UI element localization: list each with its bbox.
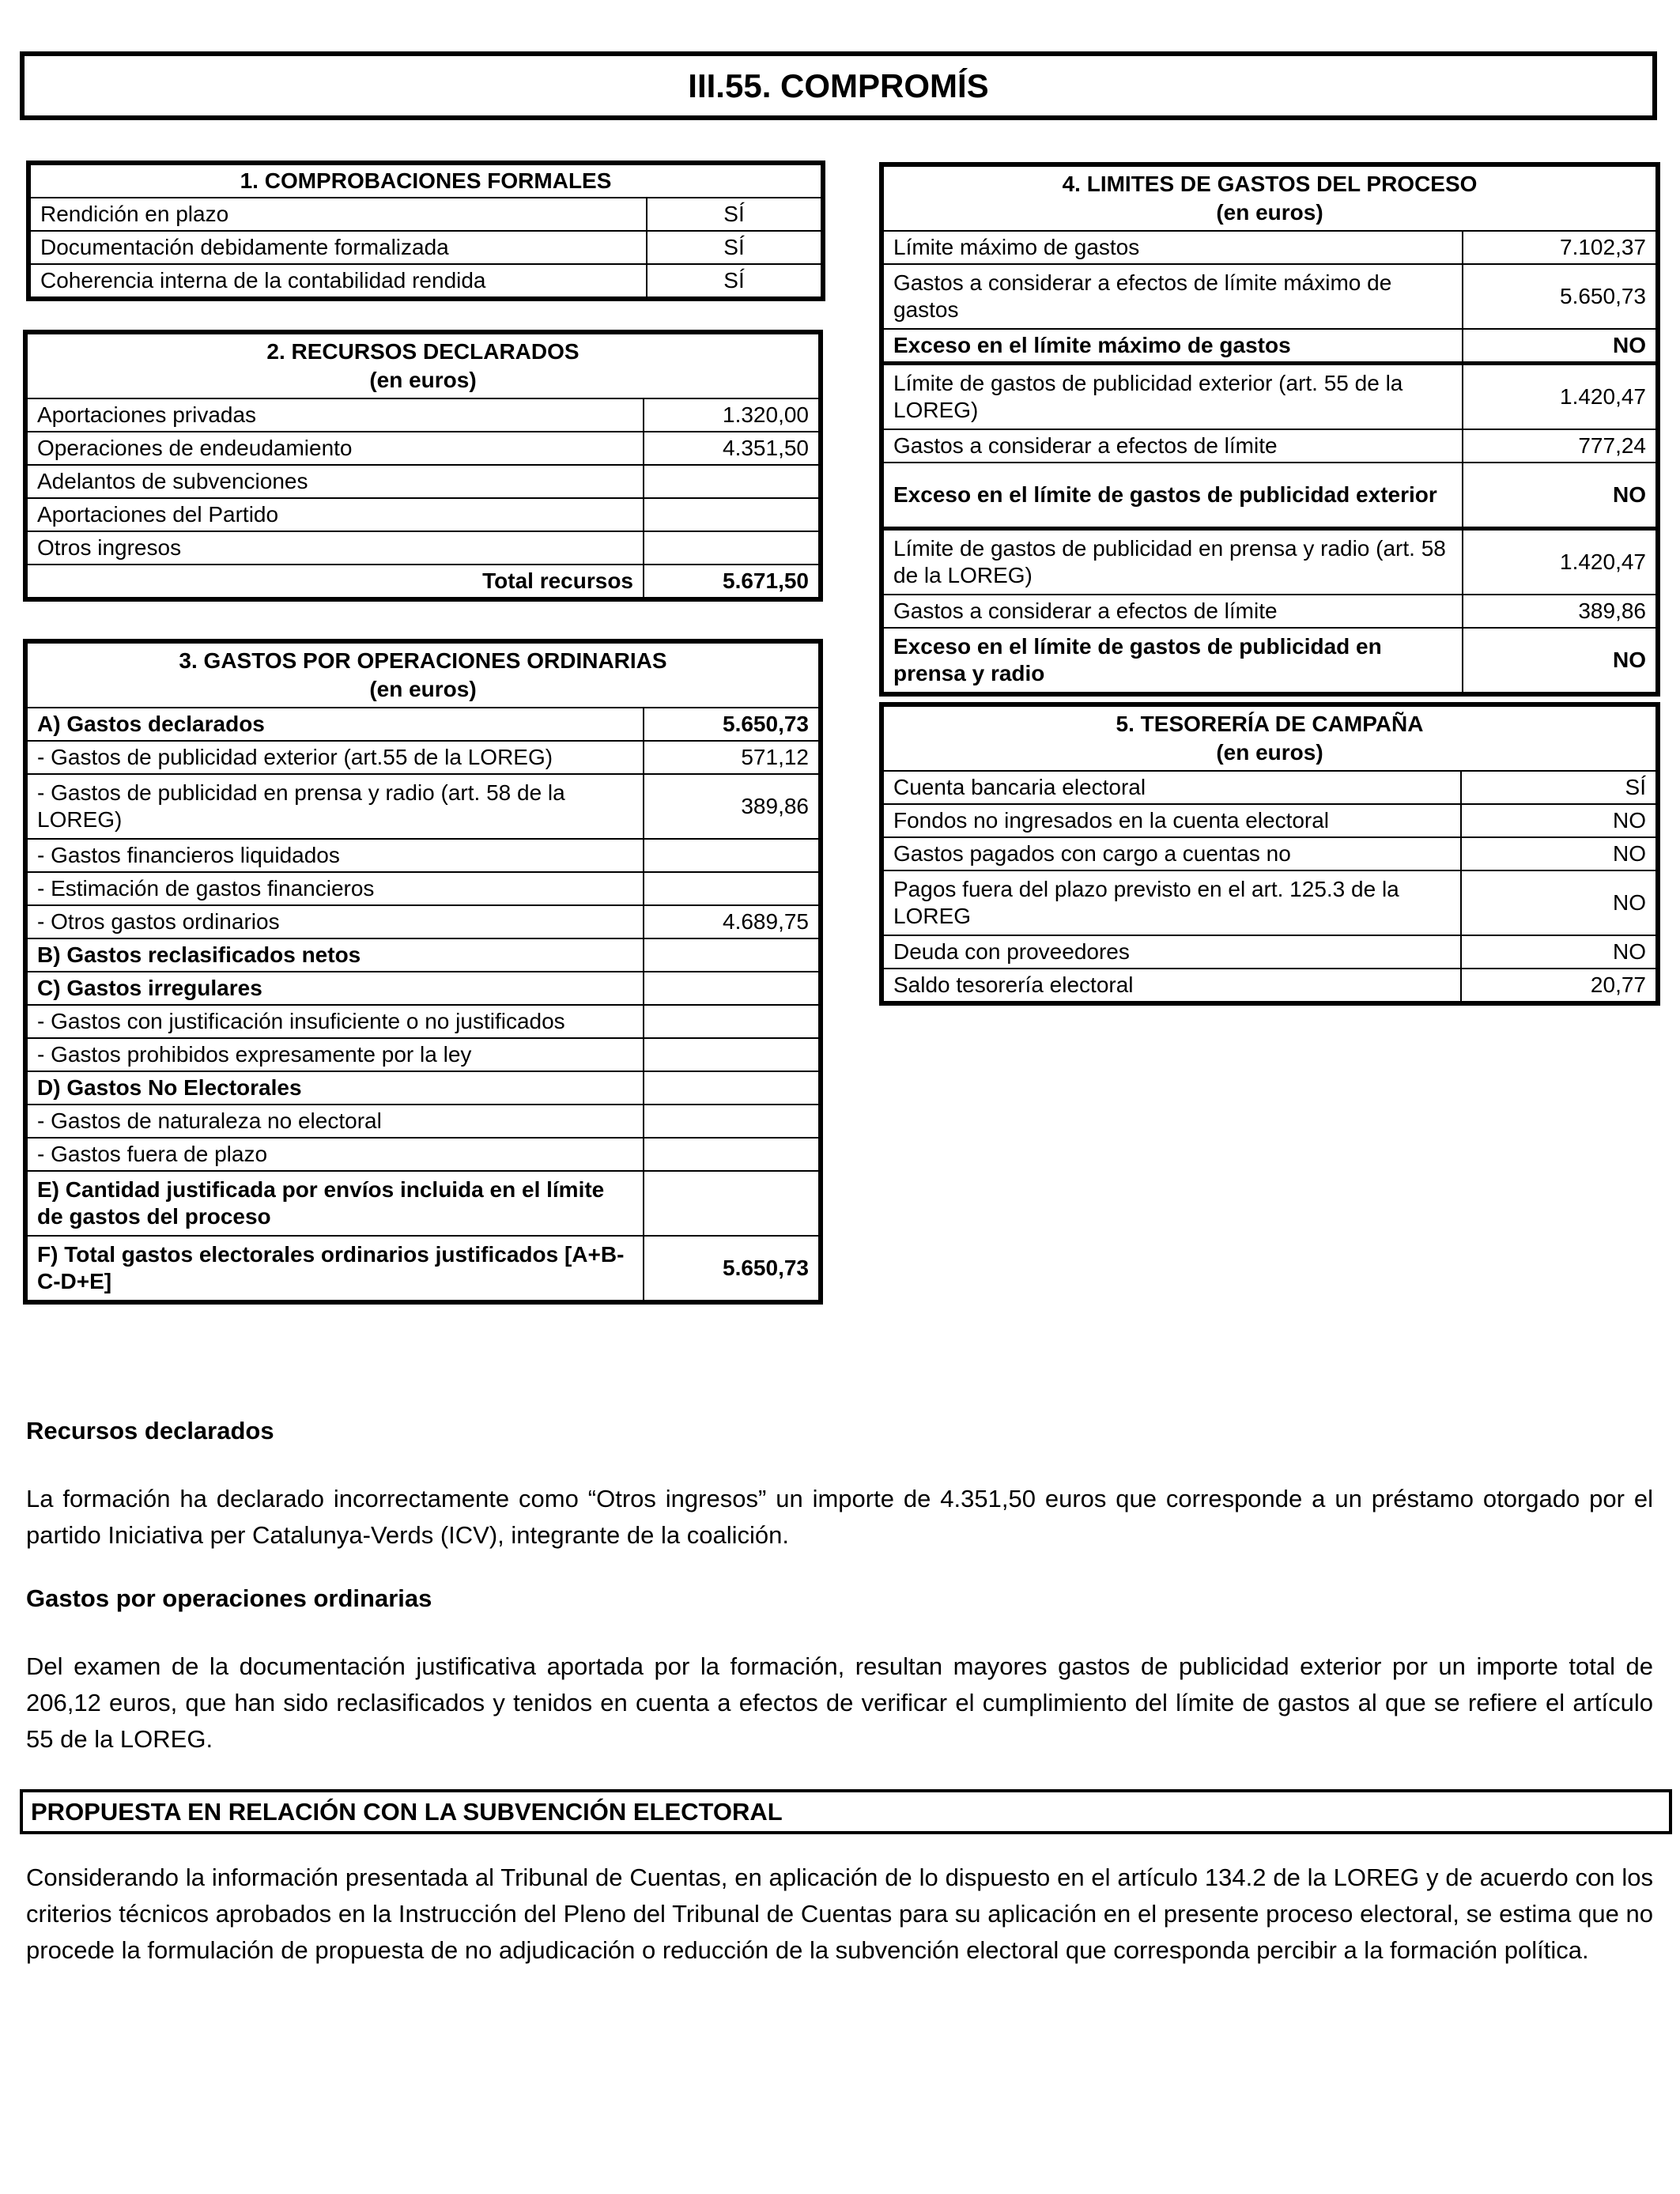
section-title: 1. COMPROBACIONES FORMALES (28, 163, 823, 198)
table-row: Coherencia interna de la contabilidad rendida SÍ (28, 264, 823, 299)
table-row: Gastos a considerar a efectos de límite máximo de gastos 5.650,73 (882, 264, 1658, 329)
heading-resources: Recursos declarados (26, 1417, 274, 1444)
table-row: Pagos fuera del plazo previsto en el art. 125.3 de la LOREG NO (882, 870, 1658, 935)
paragraph-proposal: Considerando la información presentada al Tribunal de Cuentas, en aplicación de lo dispuesto en el artículo 134.2 de la LOREG y de acuerdo con los criterios técnicos aprobados en la Instrucción del Pleno del Tribunal de Cuentas para su aplicación en el presente proceso electoral, se estima que no procede la formulación de propuesta de no adjudicación o reducción de la subvención electoral que corresponda percibir a la formación política. (26, 1864, 1653, 1964)
table-row: Adelantos de subvenciones (25, 465, 821, 498)
page-title: III.55. COMPROMÍS (20, 51, 1657, 120)
formal-checks-table (26, 160, 825, 301)
paragraph-ordinary-expenses: Del examen de la documentación justificativa aportada por la formación, resultan mayores gastos de publicidad exterior por un importe total de 206,12 euros, que han sido reclasificados y tenidos en cuenta a efectos de verificar el cumplimiento del límite de gastos al que se refiere el artículo 55 de la LOREG. (26, 1652, 1653, 1753)
table-row: Gastos a considerar a efectos de límite 777,24 (882, 429, 1658, 463)
table-row: Gastos pagados con cargo a cuentas no NO (882, 837, 1658, 870)
table-row: B) Gastos reclasificados netos (25, 938, 821, 972)
table-row: Otros ingresos (25, 531, 821, 565)
table-row: Fondos no ingresados en la cuenta electoral NO (882, 804, 1658, 837)
campaign-treasury-table (879, 702, 1660, 1006)
table-row: - Gastos de publicidad en prensa y radio (art. 58 de la LOREG) 389,86 (25, 774, 821, 839)
section-title: 5. TESORERÍA DE CAMPAÑA (en euros) (882, 704, 1658, 771)
table-row: Cuenta bancaria electoral SÍ (882, 771, 1658, 804)
table-row: Saldo tesorería electoral 20,77 (882, 969, 1658, 1003)
paragraph-resources: La formación ha declarado incorrectamente como “Otros ingresos” un importe de 4.351,50 euros que corresponde a un préstamo otorgado por el partido Iniciativa per Catalunya-Verds (ICV), integrante de la coalición. (26, 1485, 1653, 1549)
table-row: Límite máximo de gastos 7.102,37 (882, 231, 1658, 264)
ordinary-expenses-table (23, 639, 823, 1305)
table-row: - Gastos financieros liquidados (25, 839, 821, 872)
table-row: Límite de gastos de publicidad en prensa y radio (art. 58 de la LOREG) 1.420,47 (882, 529, 1658, 595)
table-row: Exceso en el límite máximo de gastos NO (882, 329, 1658, 364)
table-row: Límite de gastos de publicidad exterior (art. 55 de la LOREG) 1.420,47 (882, 364, 1658, 430)
table-row: A) Gastos declarados 5.650,73 (25, 708, 821, 741)
table-row: - Gastos fuera de plazo (25, 1138, 821, 1171)
section-title: 4. LIMITES DE GASTOS DEL PROCESO (en euros) (882, 164, 1658, 231)
table-row: Exceso en el límite de gastos de publicidad en prensa y radio NO (882, 628, 1658, 694)
declared-resources-table (23, 330, 823, 602)
table-row: D) Gastos No Electorales (25, 1071, 821, 1105)
table-row: Operaciones de endeudamiento 4.351,50 (25, 432, 821, 465)
table-row: - Gastos de naturaleza no electoral (25, 1105, 821, 1138)
table-row: - Gastos con justificación insuficiente o no justificados (25, 1005, 821, 1038)
table-row: - Gastos prohibidos expresamente por la ley (25, 1038, 821, 1071)
section-title: 3. GASTOS POR OPERACIONES ORDINARIAS (en euros) (25, 641, 821, 708)
spending-limits-table (879, 162, 1660, 697)
table-row: F) Total gastos electorales ordinarios justificados [A+B-C-D+E] 5.650,73 (25, 1236, 821, 1302)
table-row: E) Cantidad justificada por envíos incluida en el límite de gastos del proceso (25, 1171, 821, 1236)
table-row: Aportaciones del Partido (25, 498, 821, 531)
table-row: Rendición en plazo SÍ (28, 198, 823, 231)
table-row: - Otros gastos ordinarios 4.689,75 (25, 905, 821, 938)
section-title: 2. RECURSOS DECLARADOS (en euros) (25, 332, 821, 398)
table-row: Deuda con proveedores NO (882, 935, 1658, 969)
table-row: Documentación debidamente formalizada SÍ (28, 231, 823, 264)
table-row: - Estimación de gastos financieros (25, 872, 821, 905)
table-row: Exceso en el límite de gastos de publicidad exterior NO (882, 463, 1658, 529)
table-row: Gastos a considerar a efectos de límite 389,86 (882, 595, 1658, 628)
total-row: Total recursos 5.671,50 (25, 565, 821, 599)
heading-ordinary-expenses: Gastos por operaciones ordinarias (26, 1584, 432, 1612)
table-row: C) Gastos irregulares (25, 972, 821, 1005)
table-row: Aportaciones privadas 1.320,00 (25, 398, 821, 432)
table-row: - Gastos de publicidad exterior (art.55 de la LOREG) 571,12 (25, 741, 821, 774)
proposal-heading: PROPUESTA EN RELACIÓN CON LA SUBVENCIÓN ELECTORAL (20, 1789, 1672, 1834)
